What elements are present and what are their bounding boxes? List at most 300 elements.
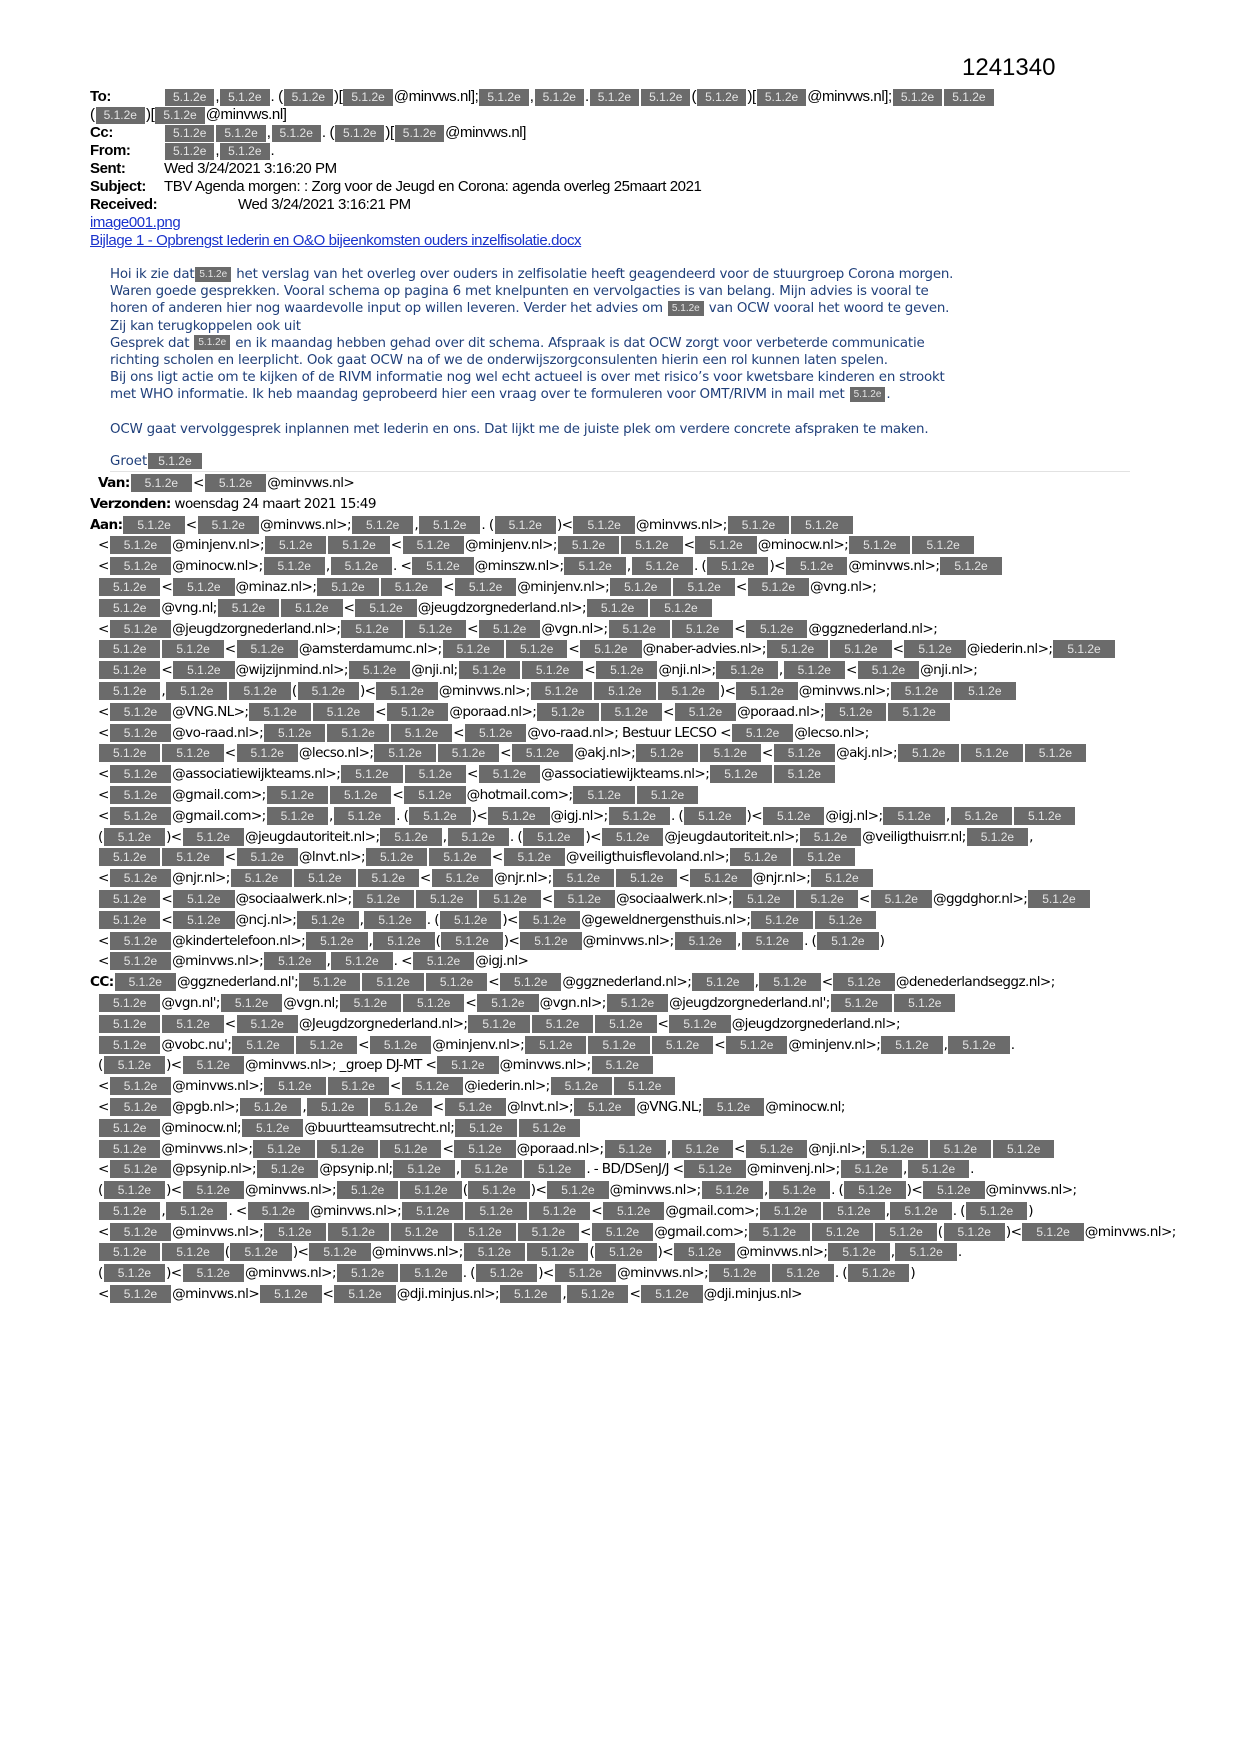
text-segment: , xyxy=(890,1244,895,1261)
text-segment: ( xyxy=(589,1244,595,1261)
redaction-box: 5.1.2e xyxy=(695,536,756,554)
text-segment: . < xyxy=(228,1202,247,1219)
redaction-box: 5.1.2e xyxy=(811,869,872,887)
text-segment: )< xyxy=(530,1182,547,1199)
redaction-box: 5.1.2e xyxy=(553,869,614,887)
redaction-box: 5.1.2e xyxy=(155,107,204,124)
text-segment: )[ xyxy=(145,106,155,123)
redaction-box: 5.1.2e xyxy=(923,1181,984,1199)
redaction-box: 5.1.2e xyxy=(609,807,670,825)
redaction-box: 5.1.2e xyxy=(343,89,392,106)
redaction-box: 5.1.2e xyxy=(641,1285,702,1303)
text-segment: @igj.nl> xyxy=(475,953,529,970)
redaction-box: 5.1.2e xyxy=(601,703,662,721)
redaction-box: 5.1.2e xyxy=(702,1181,763,1199)
redaction-box: 5.1.2e xyxy=(796,890,857,908)
redaction-box: 5.1.2e xyxy=(966,1202,1027,1220)
text-segment: @minjenv.nl>; xyxy=(432,1036,525,1053)
text-segment: < xyxy=(465,994,477,1011)
redaction-box: 5.1.2e xyxy=(669,1015,730,1033)
redaction-box: 5.1.2e xyxy=(675,932,736,950)
redaction-box: 5.1.2e xyxy=(784,661,845,679)
text-segment: @lnvt.nl>; xyxy=(298,849,365,866)
redaction-box: 5.1.2e xyxy=(358,869,419,887)
attachment-link-image[interactable]: image001.png xyxy=(90,214,181,231)
redaction-box: 5.1.2e xyxy=(684,1160,745,1178)
redaction-box: 5.1.2e xyxy=(299,973,360,991)
redaction-box: 5.1.2e xyxy=(409,807,470,825)
redaction-box: 5.1.2e xyxy=(479,890,540,908)
text-segment: @njr.nl>; xyxy=(172,870,230,887)
redaction-box: 5.1.2e xyxy=(547,1181,608,1199)
redaction-box: 5.1.2e xyxy=(96,107,145,124)
redaction-box: 5.1.2e xyxy=(849,536,910,554)
text-segment: . xyxy=(957,1244,962,1261)
text-segment: < xyxy=(453,724,464,741)
redaction-box: 5.1.2e xyxy=(912,536,973,554)
text-segment: . ( xyxy=(509,828,523,845)
redaction-box: 5.1.2e xyxy=(479,620,540,638)
redaction-box: 5.1.2e xyxy=(746,620,807,638)
redaction-box: 5.1.2e xyxy=(416,890,477,908)
redaction-box: 5.1.2e xyxy=(110,703,171,721)
aan-row xyxy=(98,577,1138,598)
aan-row xyxy=(98,827,1138,848)
redaction-box: 5.1.2e xyxy=(518,1223,579,1241)
redaction-box: 5.1.2e xyxy=(381,578,442,596)
redaction-box: 5.1.2e xyxy=(944,89,993,106)
message-body xyxy=(110,266,1140,438)
cc-recipients xyxy=(164,124,526,141)
cc-row xyxy=(98,1035,1138,1056)
to-row xyxy=(90,88,1050,106)
text-segment: < xyxy=(98,724,109,741)
redaction-box: 5.1.2e xyxy=(257,1160,318,1178)
text-segment: @vng.nl; xyxy=(161,599,217,616)
redaction-box: 5.1.2e xyxy=(763,807,824,825)
text-segment: @nji.nl>; xyxy=(808,1140,866,1157)
text-segment: @minvws.nl>; xyxy=(438,682,530,699)
redaction-box: 5.1.2e xyxy=(564,557,625,575)
redaction-box: 5.1.2e xyxy=(165,125,214,142)
text-segment: < xyxy=(678,870,690,887)
forwarded-message xyxy=(90,473,1176,1305)
redaction-box: 5.1.2e xyxy=(173,890,234,908)
redaction-box: 5.1.2e xyxy=(746,1140,807,1158)
redaction-box: 5.1.2e xyxy=(237,1015,298,1033)
redaction-box: 5.1.2e xyxy=(432,869,493,887)
text-segment: < xyxy=(662,703,674,720)
text-segment: @minvws.nl>; xyxy=(798,682,890,699)
redaction-box: 5.1.2e xyxy=(104,1056,165,1074)
redaction-box: 5.1.2e xyxy=(465,1202,526,1220)
text-segment: < xyxy=(392,786,404,803)
redaction-box: 5.1.2e xyxy=(328,1223,389,1241)
redaction-box: 5.1.2e xyxy=(353,890,414,908)
text-segment: ( xyxy=(98,828,103,845)
redaction-box: 5.1.2e xyxy=(162,640,223,658)
text-segment: @minvws.nl>; xyxy=(172,1078,264,1095)
redaction-box: 5.1.2e xyxy=(331,952,392,970)
redaction-box: 5.1.2e xyxy=(306,932,367,950)
text-segment: . ( xyxy=(462,1265,475,1282)
redaction-box: 5.1.2e xyxy=(443,640,504,658)
redaction-box: 5.1.2e xyxy=(99,1140,160,1158)
redaction-box: 5.1.2e xyxy=(684,807,745,825)
redaction-box: 5.1.2e xyxy=(260,1285,321,1303)
redaction-box: 5.1.2e xyxy=(993,1140,1054,1158)
text-segment: @minvws.nl>; xyxy=(736,1244,828,1261)
cc-recipients-list xyxy=(90,972,1176,1305)
text-segment: @igj.nl>; xyxy=(550,807,608,824)
redaction-box: 5.1.2e xyxy=(313,703,374,721)
redaction-box: 5.1.2e xyxy=(220,89,269,106)
redaction-box: 5.1.2e xyxy=(527,1243,588,1261)
redaction-box: 5.1.2e xyxy=(468,1181,529,1199)
redaction-box: 5.1.2e xyxy=(341,765,402,783)
text-segment: )< xyxy=(556,516,573,533)
text-segment: @VNG.NL; xyxy=(636,1098,702,1115)
redaction-box: 5.1.2e xyxy=(99,682,160,700)
text-segment: @psynip.nl; xyxy=(319,1161,393,1178)
text-segment: < xyxy=(568,641,580,658)
text-segment: < xyxy=(98,1161,109,1178)
subject-row xyxy=(90,178,1050,196)
redaction-box: 5.1.2e xyxy=(580,640,641,658)
aan-row xyxy=(98,764,1138,785)
redaction-box: 5.1.2e xyxy=(404,786,465,804)
text-segment: @minvws.nl>; xyxy=(617,1265,709,1282)
text-segment: < xyxy=(419,870,431,887)
redaction-box: 5.1.2e xyxy=(402,1202,463,1220)
aan-row xyxy=(98,931,1138,952)
redaction-box: 5.1.2e xyxy=(264,952,325,970)
redaction-box: 5.1.2e xyxy=(440,911,501,929)
text-segment: , xyxy=(455,1161,460,1178)
text-segment: @vgn.nl'; xyxy=(161,994,220,1011)
sent-row xyxy=(90,160,1050,178)
redaction-box: 5.1.2e xyxy=(602,828,663,846)
text-segment: @minocw.nl; xyxy=(161,1119,241,1136)
text-segment: < xyxy=(466,766,478,783)
redaction-box: 5.1.2e xyxy=(888,703,949,721)
redaction-box: 5.1.2e xyxy=(791,516,852,534)
verzonden-label: Verzonden: xyxy=(90,495,171,512)
text-segment: @minvws.nl] xyxy=(445,124,527,141)
text-segment: @ggdghor.nl>; xyxy=(932,890,1028,907)
text-segment: , xyxy=(945,807,950,824)
redaction-box: 5.1.2e xyxy=(898,744,959,762)
redaction-box: 5.1.2e xyxy=(110,807,171,825)
text-segment: @vng.nl>; xyxy=(810,578,877,595)
text-segment: @minvws.nl>; xyxy=(609,1182,701,1199)
redaction-box: 5.1.2e xyxy=(110,557,171,575)
redaction-box: 5.1.2e xyxy=(99,578,160,596)
redaction-box: 5.1.2e xyxy=(595,1015,656,1033)
redaction-box: 5.1.2e xyxy=(162,848,223,866)
redaction-box: 5.1.2e xyxy=(349,661,410,679)
redaction-box: 5.1.2e xyxy=(183,1264,244,1282)
redaction-box: 5.1.2e xyxy=(672,1140,733,1158)
body-line xyxy=(110,300,1140,317)
redaction-box: 5.1.2e xyxy=(519,1119,580,1137)
cc-row xyxy=(98,1263,1138,1284)
redaction-box: 5.1.2e xyxy=(477,994,538,1012)
redaction-box: 5.1.2e xyxy=(455,578,516,596)
redaction-box: 5.1.2e xyxy=(716,661,777,679)
text-segment: @minvws.nl]; xyxy=(807,88,892,105)
cc-row xyxy=(98,1076,1138,1097)
redaction-box: 5.1.2e xyxy=(488,807,549,825)
redaction-box: 5.1.2e xyxy=(1014,807,1075,825)
text-segment: @minvenj.nl>; xyxy=(746,1161,840,1178)
text-segment: ) xyxy=(910,1265,916,1282)
redaction-box: 5.1.2e xyxy=(871,890,932,908)
body-line xyxy=(110,335,1140,352)
text-segment: ( xyxy=(98,1182,103,1199)
redaction-box: 5.1.2e xyxy=(229,682,290,700)
text-segment: ( xyxy=(462,1182,468,1199)
redaction-box: 5.1.2e xyxy=(844,1181,905,1199)
redaction-box: 5.1.2e xyxy=(220,143,269,160)
redaction-box: 5.1.2e xyxy=(110,724,171,742)
verzonden-value: woensdag 24 maart 2021 15:49 xyxy=(170,495,376,512)
redaction-box: 5.1.2e xyxy=(940,557,1001,575)
redaction-box: 5.1.2e xyxy=(391,1223,452,1241)
text-segment: , xyxy=(626,558,631,575)
cc-row xyxy=(98,1118,1138,1139)
redaction-box: 5.1.2e xyxy=(173,578,234,596)
redaction-box: 5.1.2e xyxy=(607,994,668,1012)
text-segment: @minszw.nl>; xyxy=(474,558,564,575)
aan-row xyxy=(98,806,1138,827)
sent-value: Wed 3/24/2021 3:16:20 PM xyxy=(164,160,337,177)
redaction-box: 5.1.2e xyxy=(362,973,423,991)
redaction-box: 5.1.2e xyxy=(110,620,171,638)
aan-row xyxy=(98,910,1138,931)
redaction-box: 5.1.2e xyxy=(395,125,444,142)
redaction-box: 5.1.2e xyxy=(267,786,328,804)
text-segment: @minvws.nl>; xyxy=(499,1057,591,1074)
text-segment: @jeugdzorgnederland.nl>; xyxy=(172,620,341,637)
redaction-box: 5.1.2e xyxy=(99,994,160,1012)
text-segment: ) xyxy=(879,932,885,949)
text-segment: @lecso.nl>; xyxy=(298,745,374,762)
aan-row xyxy=(98,619,1138,640)
text-segment: , xyxy=(325,558,330,575)
text-segment: @wijzijnmind.nl>; xyxy=(235,662,348,679)
cc-row xyxy=(98,1159,1138,1180)
redaction-box: 5.1.2e xyxy=(830,640,891,658)
redaction-box: 5.1.2e xyxy=(967,828,1028,846)
redaction-box: 5.1.2e xyxy=(376,682,437,700)
text-segment: , xyxy=(778,662,783,679)
redaction-box: 5.1.2e xyxy=(658,682,719,700)
text-segment: @ggznederland.nl'; xyxy=(176,974,299,991)
redaction-box: 5.1.2e xyxy=(476,1264,537,1282)
text-segment: , xyxy=(943,1036,948,1053)
redaction-box: 5.1.2e xyxy=(504,848,565,866)
text-segment: , xyxy=(903,1161,907,1178)
redaction-box: 5.1.2e xyxy=(592,1056,653,1074)
text-segment: Waren goede gesprekken. Vooral schema op pagina 6 met knelpunten en vervolgacties is van belang. Mijn advies is vooral te xyxy=(110,284,929,300)
text-segment: < xyxy=(892,641,904,658)
text-segment: ( xyxy=(224,1244,230,1261)
text-segment: < xyxy=(98,1223,109,1240)
redaction-box: 5.1.2e xyxy=(883,807,944,825)
text-segment: < xyxy=(98,953,109,970)
redaction-box: 5.1.2e xyxy=(403,536,464,554)
text-segment: < xyxy=(224,849,236,866)
text-segment: < xyxy=(98,932,109,949)
redaction-box: 5.1.2e xyxy=(592,1223,653,1241)
redaction-box: 5.1.2e xyxy=(387,703,448,721)
redaction-box: 5.1.2e xyxy=(331,557,392,575)
text-segment: )< xyxy=(166,1057,182,1074)
text-segment: , xyxy=(529,88,534,105)
redaction-box: 5.1.2e xyxy=(264,1223,325,1241)
aan-row xyxy=(98,639,1138,660)
text-segment: ( xyxy=(691,88,697,105)
redaction-box: 5.1.2e xyxy=(609,620,670,638)
redaction-box: 5.1.2e xyxy=(800,828,861,846)
redaction-box: 5.1.2e xyxy=(426,973,487,991)
redaction-box: 5.1.2e xyxy=(110,1223,171,1241)
aan-row xyxy=(98,598,1138,619)
text-segment: < xyxy=(185,516,197,533)
redaction-box: 5.1.2e xyxy=(374,744,435,762)
text-segment: @ggznederland.nl>; xyxy=(808,620,938,637)
redaction-box: 5.1.2e xyxy=(165,143,214,160)
redaction-box: 5.1.2e xyxy=(437,1056,498,1074)
text-segment: < xyxy=(657,1015,669,1032)
to-recipients xyxy=(90,106,287,123)
redaction-box: 5.1.2e xyxy=(944,1223,1005,1241)
text-segment: @gmail.com>; xyxy=(172,807,266,824)
redaction-box: 5.1.2e xyxy=(370,1098,431,1116)
redaction-box: 5.1.2e xyxy=(465,724,526,742)
redaction-box: 5.1.2e xyxy=(173,661,234,679)
redaction-box: 5.1.2e xyxy=(525,1036,586,1054)
aan-row-label: Aan: xyxy=(90,516,123,533)
redaction-box: 5.1.2e xyxy=(232,1036,293,1054)
cc-row xyxy=(98,993,1138,1014)
text-segment: @nji.nl; xyxy=(411,662,458,679)
redaction-box: 5.1.2e xyxy=(99,744,160,762)
text-segment: @poraad.nl>; xyxy=(516,1140,604,1157)
text-segment: )< xyxy=(292,1244,309,1261)
redaction-box: 5.1.2e xyxy=(148,453,201,469)
text-segment: @psynip.nl>; xyxy=(172,1161,257,1178)
redaction-box: 5.1.2e xyxy=(402,1077,463,1095)
text-segment: van OCW vooral het woord te geven. xyxy=(704,301,950,317)
text-segment: @minaz.nl>; xyxy=(235,578,317,595)
body-line xyxy=(110,404,1140,421)
text-segment: < xyxy=(161,890,173,907)
redaction-box: 5.1.2e xyxy=(307,1098,368,1116)
redaction-box: 5.1.2e xyxy=(736,682,797,700)
text-segment: , xyxy=(754,974,759,991)
redaction-box: 5.1.2e xyxy=(881,1036,942,1054)
cc-row-label: CC: xyxy=(90,974,114,991)
text-segment: )< xyxy=(538,1265,554,1282)
text-segment: < xyxy=(821,974,833,991)
cc-row xyxy=(98,1180,1138,1201)
redaction-box: 5.1.2e xyxy=(429,848,490,866)
redaction-box: 5.1.2e xyxy=(317,1140,378,1158)
text-segment: )[ xyxy=(334,88,343,105)
text-segment: @njr.nl>; xyxy=(752,870,811,887)
attachment-link-bijlage[interactable]: Bijlage 1 - Opbrengst Iederin en O&O bijeenkomsten ouders inzelfisolatie.docx xyxy=(90,232,582,249)
text-segment: @amsterdamumc.nl>; xyxy=(298,641,442,658)
redaction-box: 5.1.2e xyxy=(495,516,556,534)
text-segment: , xyxy=(302,1098,307,1115)
cc-row xyxy=(98,1055,1138,1076)
redaction-box: 5.1.2e xyxy=(99,911,160,929)
redaction-box: 5.1.2e xyxy=(110,869,171,887)
redaction-box: 5.1.2e xyxy=(866,1140,927,1158)
redaction-box: 5.1.2e xyxy=(99,848,160,866)
body-line xyxy=(110,421,1140,438)
text-segment: @minvws.nl>; xyxy=(244,1265,336,1282)
redaction-box: 5.1.2e xyxy=(237,744,298,762)
redaction-box: 5.1.2e xyxy=(769,1181,830,1199)
redaction-box: 5.1.2e xyxy=(793,848,854,866)
text-segment: @jeugdautoriteit.nl>; xyxy=(664,828,799,845)
text-segment: @jeugdzorgnederland.nl>; xyxy=(731,1015,900,1032)
text-segment: < xyxy=(98,620,109,637)
text-segment: < xyxy=(224,1015,236,1032)
redaction-box: 5.1.2e xyxy=(588,1036,649,1054)
text-segment: , xyxy=(326,953,331,970)
text-segment: @jeugdzorgnederland.nl>; xyxy=(417,599,586,616)
redaction-box: 5.1.2e xyxy=(334,807,395,825)
text-segment: )< xyxy=(166,828,182,845)
text-segment: @VNG.NL>; xyxy=(172,703,249,720)
text-segment: . xyxy=(270,142,275,159)
redaction-box: 5.1.2e xyxy=(264,557,325,575)
redaction-box: 5.1.2e xyxy=(454,1140,515,1158)
redaction-box: 5.1.2e xyxy=(621,536,682,554)
text-segment: @vo-raad.nl>; xyxy=(172,724,264,741)
redaction-box: 5.1.2e xyxy=(703,1098,764,1116)
redaction-box: 5.1.2e xyxy=(110,932,171,950)
redaction-box: 5.1.2e xyxy=(110,536,171,554)
text-segment: @iederin.nl>; xyxy=(464,1078,550,1095)
cc-row xyxy=(90,972,1138,993)
text-segment: < xyxy=(683,537,695,554)
text-segment: Gesprek dat xyxy=(110,335,194,351)
redaction-box: 5.1.2e xyxy=(438,744,499,762)
redaction-box: 5.1.2e xyxy=(690,869,751,887)
text-segment: @igj.nl>; xyxy=(825,807,883,824)
redaction-box: 5.1.2e xyxy=(908,1160,969,1178)
redaction-box: 5.1.2e xyxy=(298,682,359,700)
redaction-box: 5.1.2e xyxy=(697,89,746,106)
text-segment: @minvws.nl>; _groep DJ-MT < xyxy=(244,1057,437,1074)
cc-row xyxy=(98,1014,1138,1035)
redaction-box: 5.1.2e xyxy=(370,1036,431,1054)
text-segment: @veiligthuisflevoland.nl>; xyxy=(565,849,729,866)
sent-label: Sent: xyxy=(90,160,126,177)
text-segment: , xyxy=(329,807,333,824)
text-segment: . xyxy=(584,88,589,105)
redaction-box: 5.1.2e xyxy=(674,1243,735,1261)
aan-row xyxy=(98,889,1138,910)
redaction-box: 5.1.2e xyxy=(875,1223,936,1241)
text-segment: Bij ons ligt actie om te kijken of de RIVM informatie nog wel echt actueel is over met risico’s voor kwetsbare kinderen en strookt xyxy=(110,370,945,386)
cc-label: Cc: xyxy=(90,124,113,141)
